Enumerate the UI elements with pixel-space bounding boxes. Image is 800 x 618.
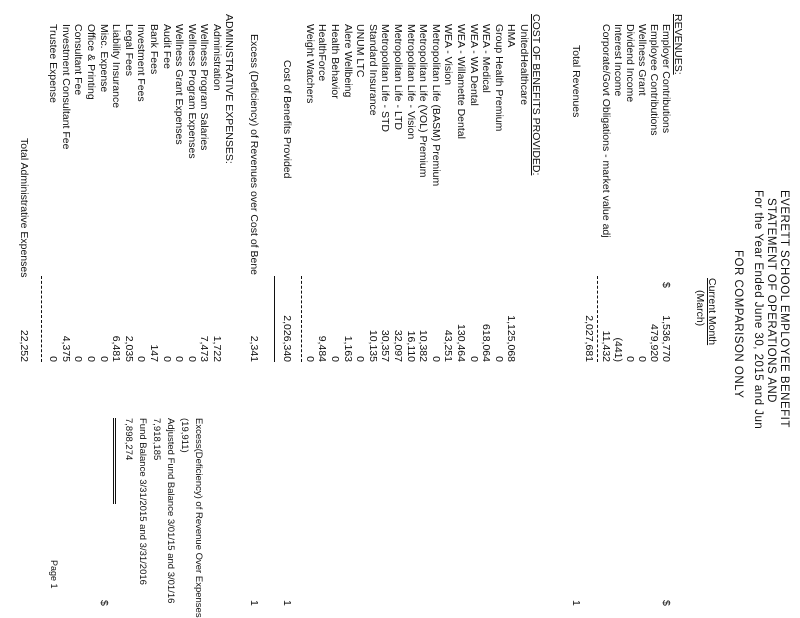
revenue-row-label: Employee Contributions — [648, 24, 660, 136]
benefits-subtotal-rule — [301, 276, 302, 362]
report-title-line2: STATEMENT OF OPERATIONS AND — [765, 198, 777, 403]
admin-row-value: 0 — [47, 356, 60, 362]
admin-row-value: 0 — [72, 356, 85, 362]
revenues-subtotal-rule — [597, 276, 598, 362]
benefit-row-value: 16,110 — [404, 330, 417, 362]
benefit-row-label: HMA — [505, 24, 518, 48]
benefit-row-value: 10,382 — [417, 329, 430, 362]
benefit-row-label: WEA - WA Dental — [467, 24, 480, 106]
revenue-row-label: Dividend Income — [624, 24, 636, 103]
summary-excess-label: Excess(Deficiency) of Revenue Over Expenses — [193, 418, 204, 618]
admin-row-value: 6,481 — [110, 335, 123, 362]
report-title-line1: EVERETT SCHOOL EMPLOYEE BENEFIT — [778, 190, 790, 428]
benefits-heading: COST OF BENEFITS PROVIDED: — [530, 14, 542, 176]
admin-row-value: 0 — [185, 356, 198, 362]
report-title-line3: For the Year Ended June 30, 2015 and Jun — [752, 190, 764, 430]
benefit-row-label: Metropolitan Life - LTD — [392, 24, 404, 131]
benefit-row-value: 10,135 — [366, 329, 379, 362]
admin-row-label: Bank Fees — [148, 24, 160, 75]
admin-row-value: 0 — [85, 356, 97, 362]
admin-heading: ADMINISTRATIVE EXPENSES: — [223, 14, 235, 164]
benefit-row-label: UNUM LTC — [354, 24, 367, 78]
admin-row-value: 7,473 — [198, 335, 211, 362]
total-revenues-value: 2,027,681 — [583, 315, 595, 362]
next-column-benefits-fragment: 1 — [281, 600, 293, 606]
admin-row-label: Consultant Fee — [72, 24, 85, 96]
revenue-row-value: 11,432 — [600, 330, 612, 362]
benefit-row-value: 1,163 — [341, 335, 354, 362]
column-header-month-name: (March) — [694, 290, 706, 327]
benefit-row-label: Health Behavior — [329, 24, 341, 99]
admin-row-value: 1,722 — [211, 335, 223, 362]
total-admin-label: Total Administrative Expenses — [18, 138, 30, 278]
revenue-row-value: 0 — [624, 356, 636, 362]
summary-adjusted-value: 7,918,185 — [151, 418, 162, 461]
benefit-row-label: Metropolitan Life - STD — [379, 24, 392, 132]
benefit-row-label: Metropolitan Life (VOL) Premium — [417, 24, 430, 178]
admin-row-label: Wellness Program Expenses — [185, 24, 198, 159]
admin-row-label: Trustee Expense — [47, 24, 60, 103]
benefit-row-label: WEA - Vision — [442, 24, 455, 86]
revenue-row-label: Employer Contributions — [660, 24, 672, 134]
excess-label: Excess (Deficiency) of Revenues over Cost of Bene — [248, 34, 260, 276]
column-header-current-month: Current Month — [706, 278, 718, 346]
admin-row-label: Liability Insurance — [110, 24, 123, 109]
benefit-row-value: 1,125,068 — [505, 315, 518, 362]
next-column-dollar: $ — [660, 600, 672, 606]
benefit-row-value: 9,484 — [316, 335, 329, 362]
summary-adjusted-label: Adjusted Fund Balance 3/01/15 and 3/01/16 — [165, 418, 176, 604]
summary-fund-label: Fund Balance 3/31/2015 and 3/31/2016 — [137, 418, 148, 585]
admin-row-value: 0 — [97, 356, 110, 362]
admin-row-label: Wellness Program Salaries — [198, 24, 211, 151]
admin-row-label: Wellness Grant Expenses — [173, 24, 186, 145]
benefit-row-value: 130,464 — [455, 324, 467, 362]
admin-row-value: 0 — [135, 356, 148, 362]
admin-row-label: Investment Fees — [135, 24, 148, 102]
benefit-row-value: 0 — [354, 356, 367, 362]
total-admin-value: 22,252 — [18, 329, 30, 362]
admin-row-value: 0 — [160, 356, 173, 362]
admin-row-label: Audit Fee — [160, 24, 173, 69]
benefit-row-label: WEA - Medical — [480, 24, 493, 93]
revenue-row-label: Interest Income — [612, 24, 624, 97]
fund-balance-double-rule — [113, 418, 116, 504]
admin-row-label: Office & Printing — [85, 24, 97, 100]
benefit-row-value: 0 — [492, 356, 505, 362]
revenue-row-label: Wellness Grant — [636, 24, 648, 96]
revenue-row-value: 1,536,770 — [660, 315, 672, 362]
excess-rule — [274, 276, 275, 362]
benefit-row-value: 618,064 — [480, 324, 493, 362]
benefit-row-value: 32,097 — [392, 329, 404, 362]
summary-excess-value: (19,911) — [179, 418, 190, 453]
admin-subtotal-rule — [41, 276, 42, 362]
report-title-line4: FOR COMPARISON ONLY — [732, 250, 744, 399]
benefit-row-label: Metropolitan Life (BASM) Premium — [429, 24, 442, 187]
benefit-row-value: 0 — [429, 356, 442, 362]
next-column-excess-fragment: 1 — [248, 600, 260, 606]
page-number: Page 1 — [49, 560, 59, 589]
cost-of-benefits-label: Cost of Benefits Provided — [281, 60, 293, 179]
cost-of-benefits-value: 2,026,340 — [281, 315, 293, 362]
benefit-row-label: Standard Insurance — [366, 24, 379, 116]
benefit-row-value: 43,251 — [442, 329, 455, 362]
benefit-row-label: Group Health Premium — [492, 24, 505, 132]
revenue-row-label: Corporate/Govt Obligations - market value adj — [600, 24, 612, 238]
revenue-row-value: (441) — [612, 337, 624, 362]
benefit-row-value: 0 — [329, 356, 341, 362]
admin-row-value: 4,375 — [59, 335, 72, 362]
benefit-row-label: Metropolitan Life - Vision — [404, 24, 417, 140]
benefit-row-label: UnitedHealthcare — [518, 24, 530, 106]
benefit-row-value: 0 — [303, 356, 316, 362]
next-column-total-fragment: 1 — [570, 600, 582, 606]
benefit-row-label: Weight Watchers — [303, 24, 316, 104]
revenue-row-value: 0 — [636, 356, 648, 362]
admin-row-value: 2,035 — [122, 335, 135, 362]
summary-fund-value: 7,898,274 — [123, 418, 134, 461]
revenues-heading: REVENUES: — [672, 14, 684, 75]
total-revenues-label: Total Revenues — [570, 45, 582, 118]
admin-row-label: Legal Fees — [122, 24, 135, 76]
benefit-row-label: Alere Wellbeing — [341, 24, 354, 98]
revenue-row-value: 479,920 — [648, 324, 660, 362]
admin-row-value: 0 — [173, 356, 186, 362]
admin-row-value: 147 — [148, 344, 160, 362]
benefit-row-value: 30,357 — [379, 329, 392, 362]
benefit-row-label: WEA - Willamette Dental — [455, 24, 467, 139]
admin-row-label: Investment Consultant Fee — [59, 24, 72, 150]
admin-row-label: Administration — [211, 24, 223, 91]
excess-value: 2,341 — [248, 335, 260, 362]
currency-symbol: $ — [660, 282, 672, 288]
benefit-row-label: HealthForce — [316, 24, 329, 82]
next-column-fund-dollar: $ — [98, 600, 110, 606]
benefit-row-value: 0 — [467, 356, 480, 362]
admin-row-label: Misc. Expense — [97, 24, 110, 93]
